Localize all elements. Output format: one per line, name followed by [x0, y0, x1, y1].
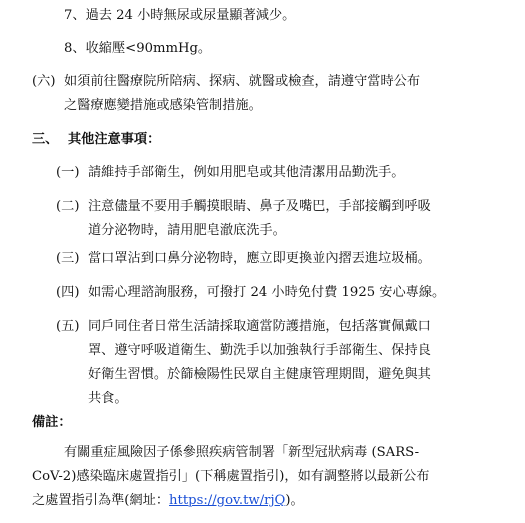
list-item-7: 7、過去 24 小時無尿或尿量顯著減少。: [64, 8, 296, 23]
note-line-3-prefix: 之處置指引為準(網址：: [32, 493, 170, 508]
note-title: 備註：: [32, 415, 72, 430]
section-6-line-1: 如須前往醫療院所陪病、探病、就醫或檢查，請遵守當時公布: [64, 74, 421, 89]
item-2-line-1: 注意儘量不要用手觸摸眼睛、鼻子及嘴巴，手部接觸到呼吸: [88, 199, 431, 214]
item-2-line-2: 道分泌物時，請用肥皂澈底洗手。: [88, 223, 286, 238]
section-6-label: (六): [32, 74, 56, 89]
item-5-label: (五): [56, 319, 80, 334]
section-3-label: 三、: [32, 132, 59, 147]
item-4-line-1: 如需心理諮詢服務，可撥打 24 小時免付費 1925 安心專線。: [88, 285, 446, 300]
item-5-line-4: 共食。: [88, 391, 128, 406]
item-5-line-1: 同戶同住者日常生活請採取適當防護措施，包括落實佩戴口: [88, 319, 431, 334]
guideline-link[interactable]: https://gov.tw/rjQ: [169, 493, 286, 508]
note-line-3-suffix: )。: [285, 493, 304, 508]
section-6-line-2: 之醫療應變措施或感染管制措施。: [64, 98, 262, 113]
item-1-label: (一): [56, 165, 80, 180]
list-item-8: 8、收縮壓<90mmHg。: [64, 41, 212, 56]
item-1-line-1: 請維持手部衛生，例如用肥皂或其他清潔用品勤洗手。: [88, 165, 405, 180]
item-2-label: (二): [56, 199, 80, 214]
item-5-line-2: 罩、遵守呼吸道衛生、勤洗手以加強執行手部衛生、保持良: [88, 343, 431, 358]
item-5-line-3: 好衛生習慣。於篩檢陽性民眾自主健康管理期間，避免與其: [88, 367, 431, 382]
item-3-label: (三): [56, 251, 80, 266]
note-line-2: CoV-2)感染臨床處置指引」(下稱處置指引)，如有調整將以最新公布: [32, 469, 430, 484]
section-3-title: 其他注意事項：: [68, 132, 161, 147]
item-3-line-1: 當口罩沾到口鼻分泌物時，應立即更換並內摺丟進垃圾桶。: [88, 251, 431, 266]
note-line-1: 有關重症風險因子係參照疾病管制署「新型冠狀病毒 (SARS-: [64, 445, 420, 460]
item-4-label: (四): [56, 285, 80, 300]
note-line-3: [32, 494, 304, 507]
